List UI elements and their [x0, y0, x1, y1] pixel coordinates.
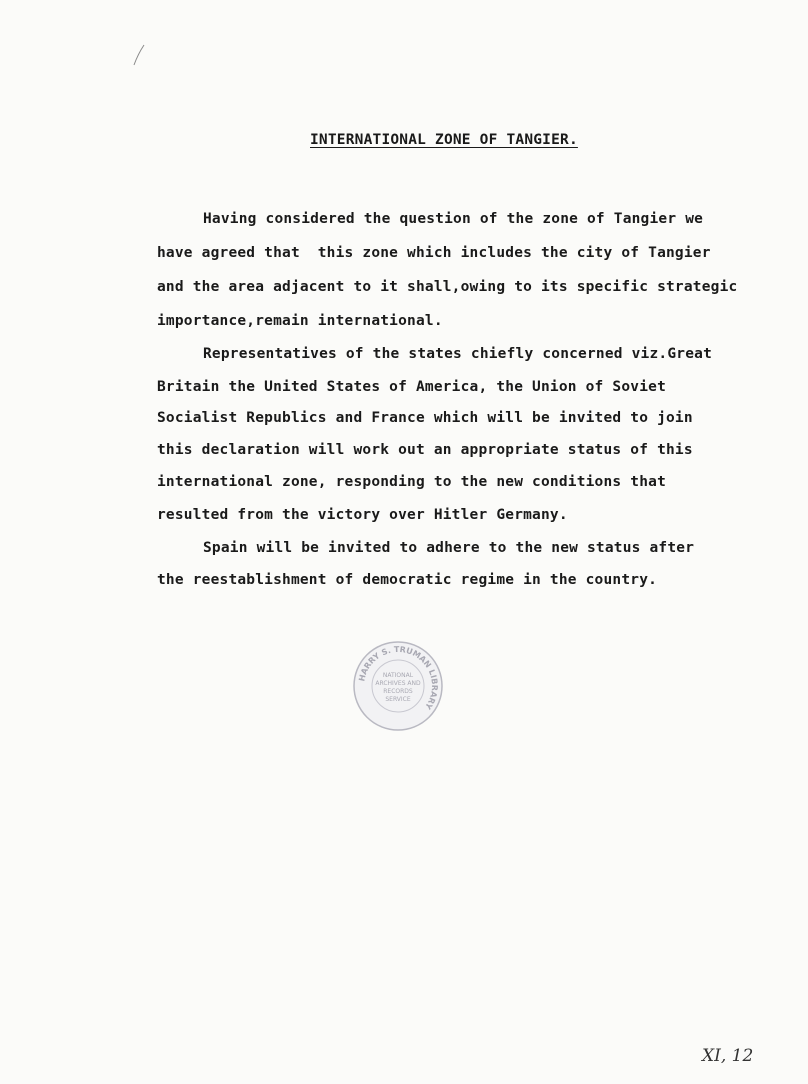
paragraph-3-line-1: Spain will be invited to adhere to the new status after	[203, 540, 695, 556]
paragraph-1-line-1: Having considered the question of the zone of Tangier we	[203, 211, 704, 227]
paragraph-2-line-2: Britain the United States of America, the Union of Soviet	[157, 379, 666, 395]
stamp-center-line-2: ARCHIVES AND	[375, 680, 421, 687]
pencil-tick-mark	[132, 44, 146, 66]
paragraph-2-line-5: international zone, responding to the new conditions that	[157, 474, 666, 490]
paragraph-1-line-3: and the area adjacent to it shall,owing to its specific strategic	[157, 279, 738, 295]
archive-stamp	[352, 640, 444, 732]
paragraph-2-line-1: Representatives of the states chiefly concerned viz.Great	[203, 346, 712, 362]
paragraph-1-line-4: importance,remain international.	[157, 313, 443, 329]
paragraph-1-line-2: have agreed that this zone which includes the city of Tangier	[157, 245, 711, 261]
document-title: INTERNATIONAL ZONE OF TANGIER.	[310, 132, 578, 148]
stamp-center-line-4: SERVICE	[385, 696, 411, 703]
stamp-ring-text: HARRY S. TRUMAN LIBRARY	[357, 644, 440, 711]
paragraph-2-line-4: this declaration will work out an appropriate status of this	[157, 442, 693, 458]
stamp-center-line-1: NATIONAL	[382, 672, 414, 679]
folio-number: XI, 12	[702, 1046, 754, 1066]
paragraph-2-line-6: resulted from the victory over Hitler Germany.	[157, 507, 568, 523]
paragraph-2-line-3: Socialist Republics and France which will be invited to join	[157, 410, 693, 426]
stamp-center-line-3: RECORDS	[383, 688, 413, 695]
paragraph-3-line-2: the reestablishment of democratic regime in the country.	[157, 572, 658, 588]
